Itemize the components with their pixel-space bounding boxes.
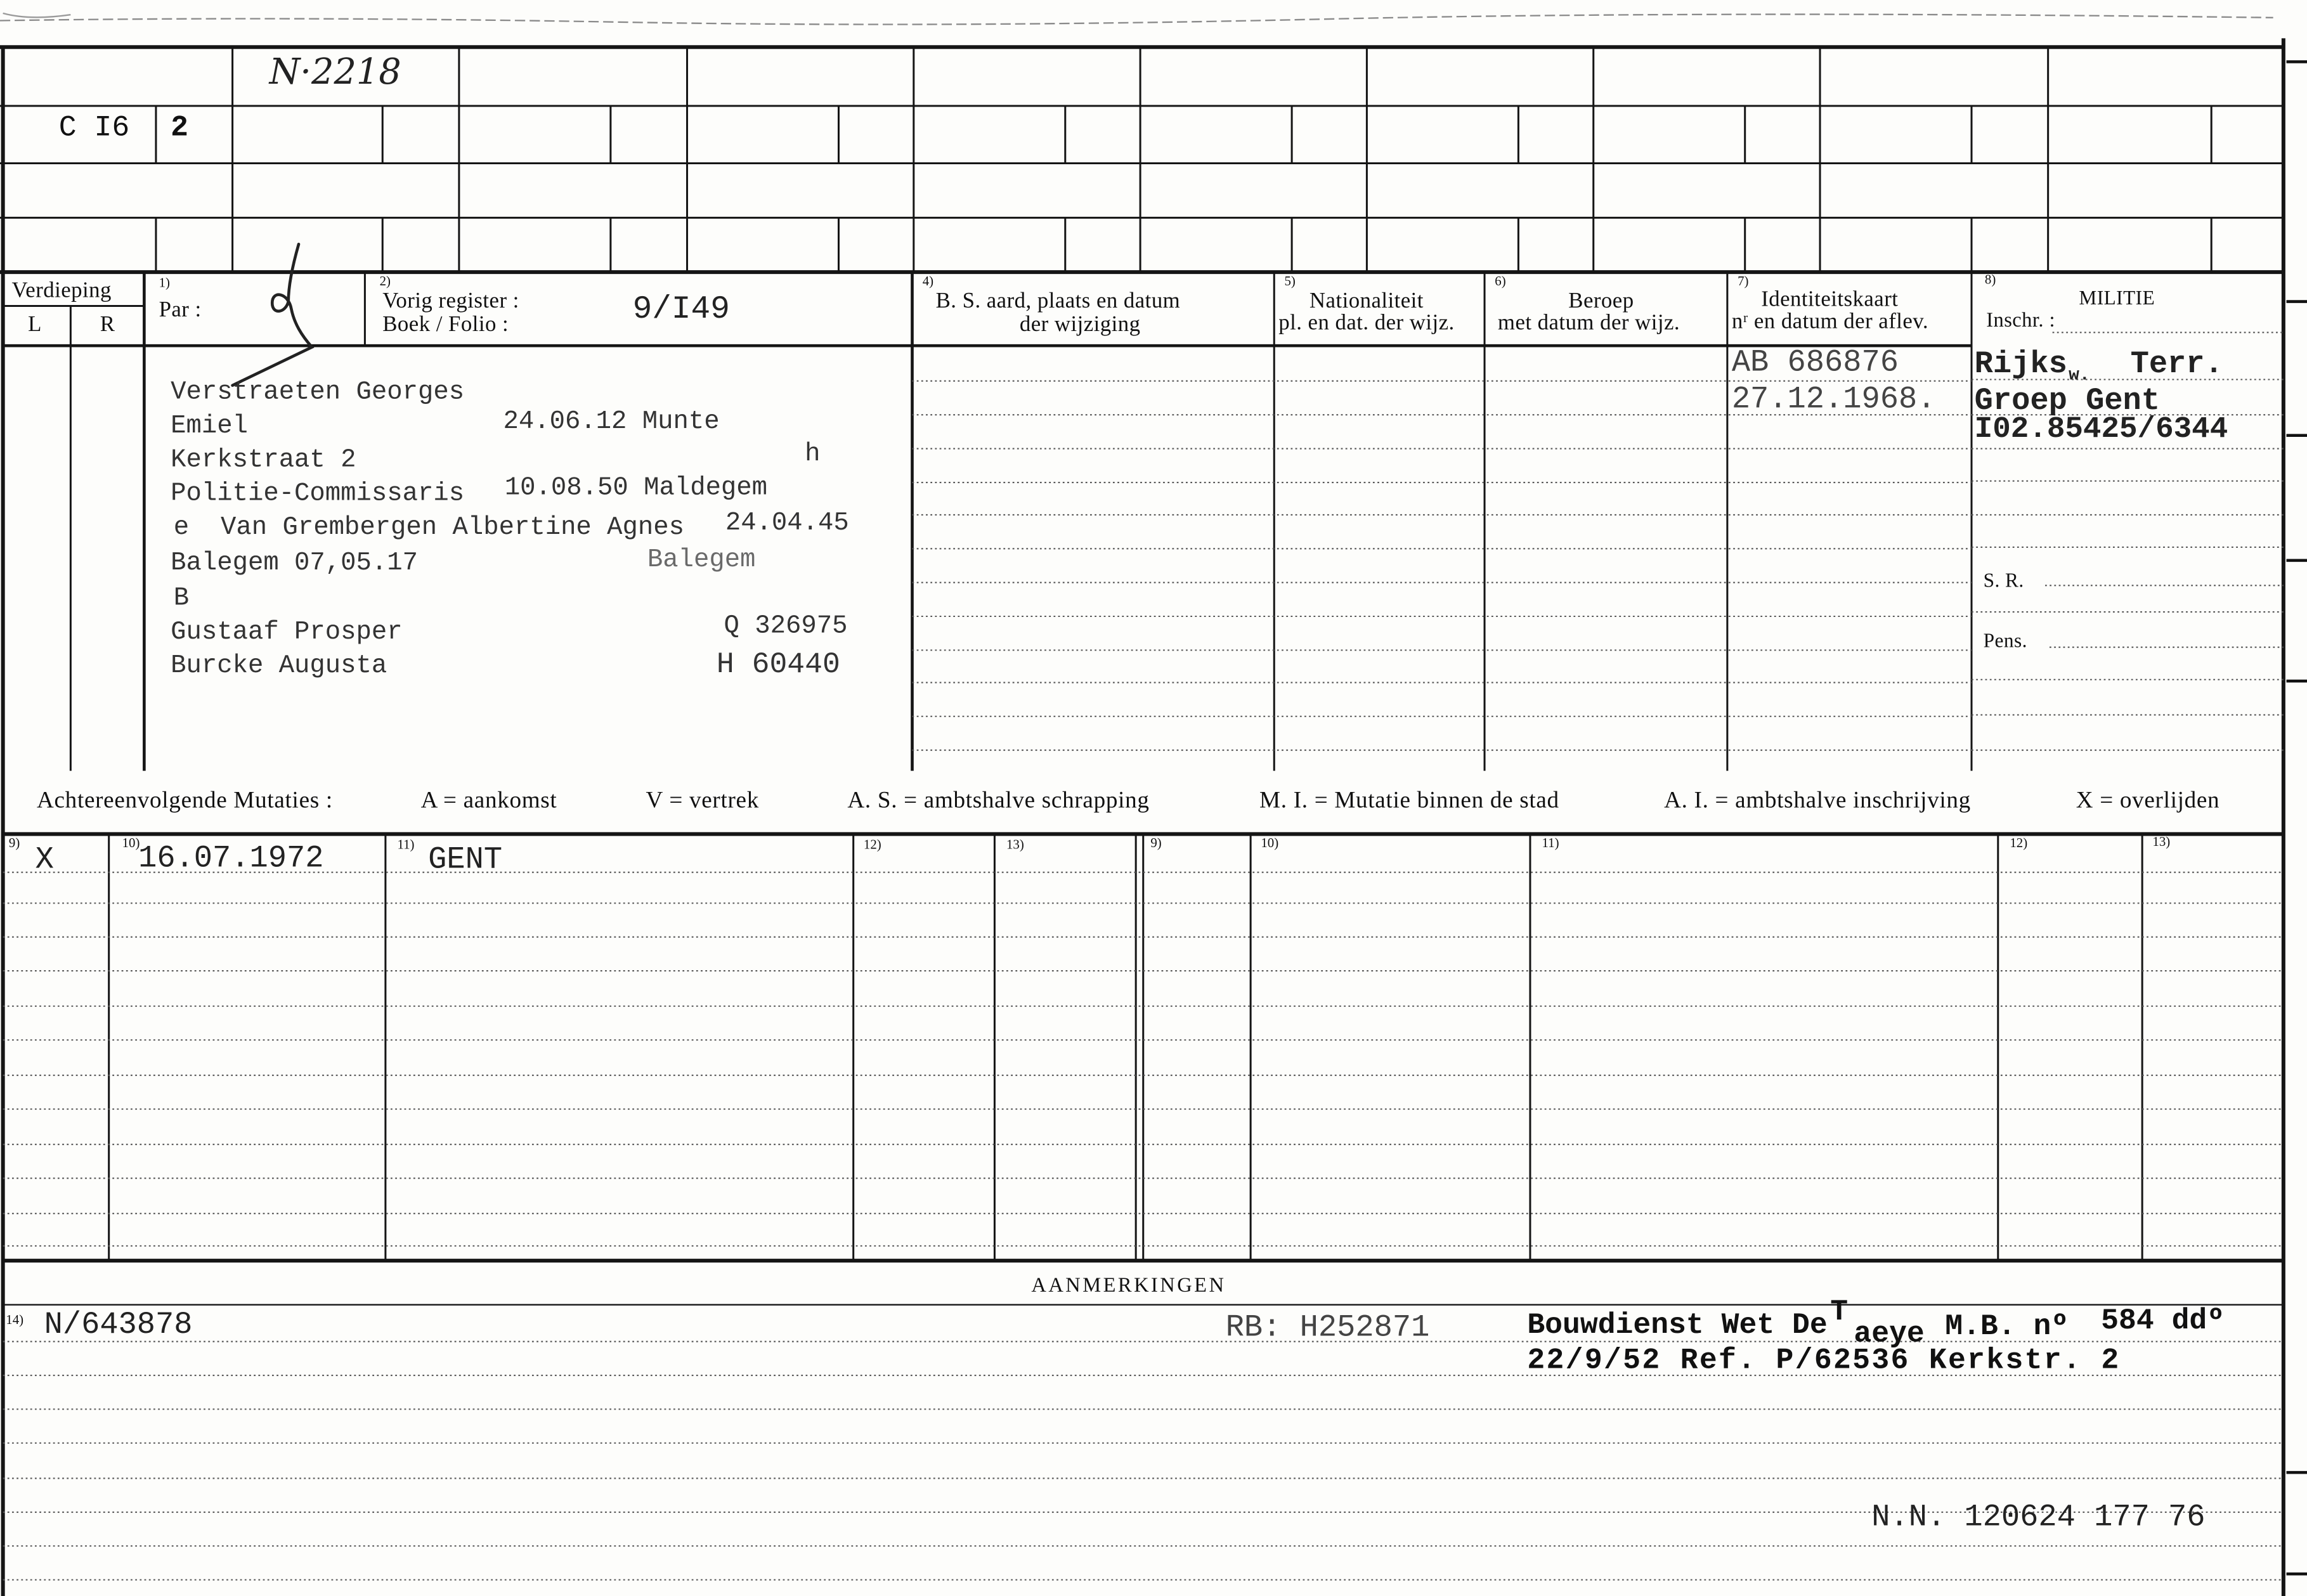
header-identiteitskaart: Identiteitskaart <box>1761 288 1899 312</box>
right-margin-ticks <box>2287 62 2307 1574</box>
spouse-prefix: e <box>173 513 190 543</box>
header-col6-note: 6) <box>1495 273 1506 289</box>
person-occupation: Politie-Commissaris <box>171 479 465 509</box>
identity-card-issued: 27.12.1968. <box>1731 384 1936 418</box>
legend-schrapping: A. S. = ambtshalve schrapping <box>847 788 1150 814</box>
mutation-note-right-9: 9) <box>1150 835 1162 850</box>
remarks-rb: RB: H252871 <box>1225 1312 1430 1346</box>
mutation-note-left-13: 13) <box>1006 836 1024 852</box>
remarks-bouwdienst: Bouwdienst Wet De <box>1527 1309 1828 1343</box>
spouse-place: Balegem <box>647 545 756 576</box>
person-name2: Emiel <box>171 412 248 441</box>
remarks-ref-n: N/643878 <box>44 1309 193 1343</box>
person-mark-h: h <box>805 439 821 470</box>
mutation-note-left-12: 12) <box>863 836 881 852</box>
mutation-note-left-9: 9) <box>8 835 20 850</box>
militie-sr-label: S. R. <box>1983 569 2024 592</box>
remarks-bouwdienst-line2: 22/9/52 Ref. P/62536 Kerkstr. 2 <box>1527 1344 2121 1379</box>
mutation-note-right-12: 12) <box>2010 835 2028 850</box>
person-occupation-since: 10.08.50 Maldegem <box>504 473 768 503</box>
mother-name: Burcke Augusta <box>171 651 387 682</box>
spouse-name: Van Grembergen Albertine Agnes <box>221 513 685 543</box>
signature-mark <box>233 244 312 386</box>
mutation-code: X <box>35 844 54 878</box>
header-beroep: Beroep <box>1568 290 1634 314</box>
militia-line1-rijks: Rijks <box>1974 348 2067 383</box>
remarks-national-number: N.N. 120624 177 76 <box>1871 1502 2206 1536</box>
father-ref: Q 326975 <box>724 612 848 642</box>
header-identiteitskaart-sub: nʳ en datum der aflev. <box>1731 310 1929 334</box>
mother-ref: H 60440 <box>716 649 840 683</box>
mutation-place: GENT <box>428 844 503 878</box>
remarks-title: AANMERKINGEN <box>1031 1275 1226 1298</box>
header-floor-right: R <box>100 313 115 337</box>
header-bs-line2: der wijziging <box>1019 313 1141 337</box>
torn-top-edge <box>0 13 2273 25</box>
person-address: Kerkstraat 2 <box>171 445 356 476</box>
header-verdieping: Verdieping <box>11 279 112 303</box>
remarks-note: 14) <box>6 1312 24 1327</box>
header-col1-note: 1) <box>159 275 170 290</box>
header-inschr: Inschr. : <box>1986 310 2056 333</box>
remarks-bouwdienst-mb: M.B. nº <box>1945 1310 2069 1345</box>
card-code-sub: 2 <box>171 112 189 146</box>
legend-vertrek: V = vertrek <box>646 788 759 814</box>
identity-card-number: AB 686876 <box>1731 347 1899 381</box>
legend-title: Achtereenvolgende Mutaties : <box>37 788 333 814</box>
mutation-note-right-10: 10) <box>1261 835 1279 850</box>
mutation-date: 16.07.1972 <box>138 843 324 877</box>
header-col4-note: 4) <box>922 273 934 289</box>
header-beroep-sub: met datum der wijz. <box>1497 311 1680 335</box>
register-number-handwritten: N·2218 <box>269 51 401 93</box>
militia-line1-terr: Terr. <box>2130 348 2223 383</box>
militie-pens-label: Pens. <box>1983 629 2027 652</box>
marriage-date: 24.04.45 <box>725 509 849 539</box>
header-par-label: Par : <box>159 298 202 323</box>
header-militie: MILITIE <box>2079 287 2155 309</box>
remarks-bouwdienst-t: T <box>1830 1295 1849 1330</box>
mutation-note-left-10: 10) <box>122 835 140 850</box>
mutation-note-left-11: 11) <box>397 836 415 852</box>
boek-folio-value: 9/I49 <box>632 291 730 328</box>
mutation-note-right-11: 11) <box>1542 835 1559 850</box>
header-floor-left: L <box>28 313 42 337</box>
header-col8-note: 8) <box>1984 272 1996 287</box>
header-bs-line1: B. S. aard, plaats en datum <box>935 290 1181 314</box>
militia-line1-w: w. <box>2069 365 2090 386</box>
person-name: Verstraeten Georges <box>171 378 465 408</box>
legend-inschrijving: A. I. = ambtshalve inschrijving <box>1664 788 1971 814</box>
header-boek-folio: Boek / Folio : <box>382 313 509 337</box>
mutation-note-right-13: 13) <box>2152 834 2171 849</box>
person-birth: 24.06.12 Munte <box>503 407 720 437</box>
spouse-birth: Balegem 07,05.17 <box>171 548 418 578</box>
header-col7-note: 7) <box>1738 273 1749 289</box>
header-nationaliteit: Nationaliteit <box>1309 290 1424 314</box>
remarks-bouwdienst-aeye: aeye <box>1854 1318 1925 1352</box>
header-col2-note: 2) <box>379 273 391 289</box>
person-mark-b: B <box>173 583 190 614</box>
legend-aankomst: A = aankomst <box>420 788 557 814</box>
legend-mutatie-stad: M. I. = Mutatie binnen de stad <box>1259 788 1559 814</box>
header-nationaliteit-sub: pl. en dat. der wijz. <box>1278 311 1455 335</box>
header-col5-note: 5) <box>1284 273 1296 289</box>
father-name: Gustaaf Prosper <box>171 618 403 647</box>
mutation-table-lines <box>3 834 2284 1261</box>
militia-line3: I02.85425/6344 <box>1974 413 2228 448</box>
header-vorig-register: Vorig register : <box>382 290 519 314</box>
militia-line2: Groep Gent <box>1974 385 2161 420</box>
card-code: C I6 <box>58 112 130 146</box>
legend-overlijden: X = overlijden <box>2076 788 2220 814</box>
remarks-bouwdienst-number: 584 ddº <box>2101 1304 2225 1339</box>
